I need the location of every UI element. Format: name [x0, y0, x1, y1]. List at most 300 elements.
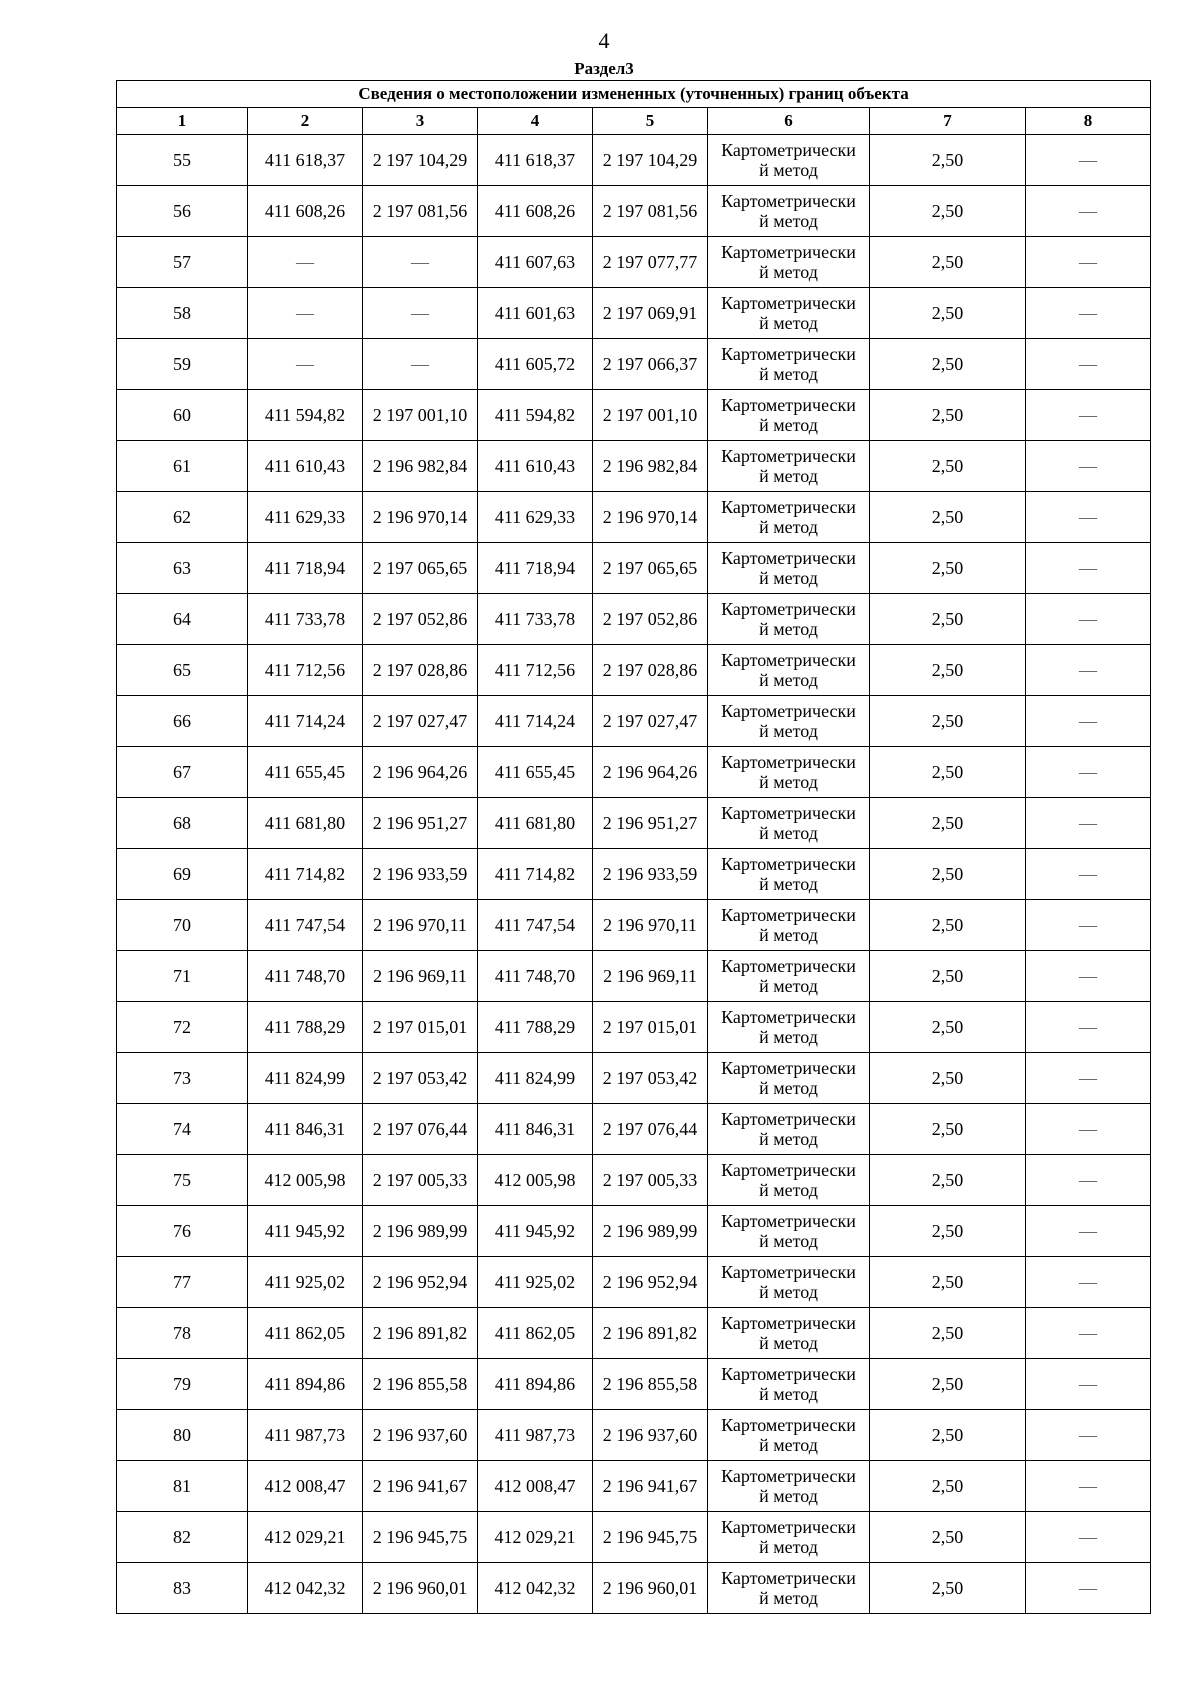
- table-row: [117, 900, 1151, 951]
- accuracy-cell: 2,50: [870, 135, 1026, 186]
- x-existing-cell: 411 862,05: [248, 1308, 363, 1359]
- method-cell: [708, 1257, 870, 1308]
- x-refined-cell: 411 601,63: [478, 288, 593, 339]
- table-row: [117, 135, 1151, 186]
- x-existing-cell: 411 733,78: [248, 594, 363, 645]
- method-text: й метод: [759, 1384, 818, 1404]
- method-text: Картометрически: [721, 140, 856, 160]
- y-existing-cell: 2 197 052,86: [363, 594, 478, 645]
- y-refined-cell: 2 196 937,60: [593, 1410, 708, 1461]
- y-existing-cell: 2 196 970,14: [363, 492, 478, 543]
- note-cell: —: [1026, 1359, 1151, 1410]
- note-cell: —: [1026, 1155, 1151, 1206]
- point-number-cell: 78: [117, 1308, 248, 1359]
- method-cell: [708, 1053, 870, 1104]
- accuracy-cell: 2,50: [870, 747, 1026, 798]
- x-refined-cell: 411 608,26: [478, 186, 593, 237]
- point-number-cell: 67: [117, 747, 248, 798]
- y-refined-cell: 2 196 989,99: [593, 1206, 708, 1257]
- x-refined-cell: 412 008,47: [478, 1461, 593, 1512]
- x-existing-cell: 411 714,24: [248, 696, 363, 747]
- note-cell: —: [1026, 951, 1151, 1002]
- column-header: 4: [478, 108, 593, 135]
- method-text: Картометрически: [721, 599, 856, 619]
- y-existing-cell: 2 197 104,29: [363, 135, 478, 186]
- point-number-cell: 75: [117, 1155, 248, 1206]
- method-text: Картометрически: [721, 956, 856, 976]
- x-existing-cell: 411 618,37: [248, 135, 363, 186]
- point-number-cell: 77: [117, 1257, 248, 1308]
- x-refined-cell: 412 005,98: [478, 1155, 593, 1206]
- point-number-cell: 76: [117, 1206, 248, 1257]
- y-refined-cell: 2 197 027,47: [593, 696, 708, 747]
- x-refined-cell: 411 607,63: [478, 237, 593, 288]
- method-cell: [708, 543, 870, 594]
- x-existing-cell: —: [248, 237, 363, 288]
- y-refined-cell: 2 196 891,82: [593, 1308, 708, 1359]
- point-number-cell: 56: [117, 186, 248, 237]
- table-row: [117, 288, 1151, 339]
- method-text: й метод: [759, 721, 818, 741]
- x-existing-cell: 412 042,32: [248, 1563, 363, 1614]
- point-number-cell: 55: [117, 135, 248, 186]
- table-row: [117, 951, 1151, 1002]
- y-existing-cell: 2 197 005,33: [363, 1155, 478, 1206]
- point-number-cell: 81: [117, 1461, 248, 1512]
- table-row: [117, 1104, 1151, 1155]
- x-existing-cell: 412 008,47: [248, 1461, 363, 1512]
- method-cell: [708, 747, 870, 798]
- point-number-cell: 64: [117, 594, 248, 645]
- table-row: [117, 390, 1151, 441]
- y-refined-cell: 2 197 015,01: [593, 1002, 708, 1053]
- method-text: й метод: [759, 925, 818, 945]
- y-refined-cell: 2 197 104,29: [593, 135, 708, 186]
- method-text: й метод: [759, 823, 818, 843]
- table-row: [117, 1512, 1151, 1563]
- note-cell: —: [1026, 1002, 1151, 1053]
- accuracy-cell: 2,50: [870, 1257, 1026, 1308]
- table-row: [117, 798, 1151, 849]
- accuracy-cell: 2,50: [870, 288, 1026, 339]
- note-cell: —: [1026, 1206, 1151, 1257]
- x-refined-cell: 411 862,05: [478, 1308, 593, 1359]
- method-text: й метод: [759, 1333, 818, 1353]
- page-number: 4: [598, 28, 610, 53]
- x-refined-cell: 411 714,82: [478, 849, 593, 900]
- x-existing-cell: 411 945,92: [248, 1206, 363, 1257]
- accuracy-cell: 2,50: [870, 1053, 1026, 1104]
- method-cell: [708, 1002, 870, 1053]
- x-refined-cell: 411 605,72: [478, 339, 593, 390]
- x-refined-cell: 411 748,70: [478, 951, 593, 1002]
- method-text: Картометрически: [721, 905, 856, 925]
- accuracy-cell: 2,50: [870, 1512, 1026, 1563]
- x-refined-cell: 411 629,33: [478, 492, 593, 543]
- y-existing-cell: 2 196 964,26: [363, 747, 478, 798]
- method-cell: [708, 594, 870, 645]
- x-refined-cell: 411 618,37: [478, 135, 593, 186]
- y-existing-cell: —: [363, 237, 478, 288]
- note-cell: —: [1026, 849, 1151, 900]
- y-refined-cell: 2 196 945,75: [593, 1512, 708, 1563]
- accuracy-cell: 2,50: [870, 1563, 1026, 1614]
- x-existing-cell: 411 594,82: [248, 390, 363, 441]
- table-row: [117, 1461, 1151, 1512]
- x-existing-cell: 411 714,82: [248, 849, 363, 900]
- point-number-cell: 79: [117, 1359, 248, 1410]
- x-existing-cell: 411 846,31: [248, 1104, 363, 1155]
- method-text: й метод: [759, 568, 818, 588]
- method-cell: [708, 390, 870, 441]
- method-text: Картометрически: [721, 1262, 856, 1282]
- y-existing-cell: 2 196 952,94: [363, 1257, 478, 1308]
- method-text: Картометрически: [721, 1517, 856, 1537]
- note-cell: —: [1026, 1053, 1151, 1104]
- y-existing-cell: 2 197 076,44: [363, 1104, 478, 1155]
- method-text: Картометрически: [721, 242, 856, 262]
- method-cell: [708, 135, 870, 186]
- column-header: 1: [117, 108, 248, 135]
- y-existing-cell: 2 196 891,82: [363, 1308, 478, 1359]
- method-text: й метод: [759, 1537, 818, 1557]
- x-existing-cell: 411 788,29: [248, 1002, 363, 1053]
- note-cell: —: [1026, 186, 1151, 237]
- y-existing-cell: 2 197 001,10: [363, 390, 478, 441]
- table-row: [117, 594, 1151, 645]
- method-text: Картометрически: [721, 344, 856, 364]
- y-refined-cell: 2 197 065,65: [593, 543, 708, 594]
- note-cell: —: [1026, 900, 1151, 951]
- accuracy-cell: 2,50: [870, 1104, 1026, 1155]
- point-number-cell: 68: [117, 798, 248, 849]
- x-refined-cell: 411 894,86: [478, 1359, 593, 1410]
- method-text: Картометрически: [721, 854, 856, 874]
- x-refined-cell: 411 945,92: [478, 1206, 593, 1257]
- accuracy-cell: 2,50: [870, 645, 1026, 696]
- note-cell: —: [1026, 492, 1151, 543]
- method-cell: [708, 237, 870, 288]
- x-refined-cell: 411 655,45: [478, 747, 593, 798]
- table-row: [117, 1053, 1151, 1104]
- x-existing-cell: 411 610,43: [248, 441, 363, 492]
- method-text: й метод: [759, 1282, 818, 1302]
- x-existing-cell: 412 005,98: [248, 1155, 363, 1206]
- y-refined-cell: 2 196 960,01: [593, 1563, 708, 1614]
- column-header: 6: [708, 108, 870, 135]
- column-header: 8: [1026, 108, 1151, 135]
- coordinates-table: [116, 80, 1151, 1614]
- x-refined-cell: 411 718,94: [478, 543, 593, 594]
- x-existing-cell: —: [248, 288, 363, 339]
- point-number-cell: 72: [117, 1002, 248, 1053]
- method-text: й метод: [759, 160, 818, 180]
- x-refined-cell: 411 925,02: [478, 1257, 593, 1308]
- method-cell: [708, 1563, 870, 1614]
- y-existing-cell: 2 196 945,75: [363, 1512, 478, 1563]
- method-text: Картометрически: [721, 395, 856, 415]
- point-number-cell: 74: [117, 1104, 248, 1155]
- method-text: Картометрически: [721, 497, 856, 517]
- y-refined-cell: 2 197 001,10: [593, 390, 708, 441]
- note-cell: —: [1026, 1512, 1151, 1563]
- method-text: й метод: [759, 262, 818, 282]
- table-row: [117, 492, 1151, 543]
- y-refined-cell: 2 196 933,59: [593, 849, 708, 900]
- x-refined-cell: 411 846,31: [478, 1104, 593, 1155]
- x-refined-cell: 411 681,80: [478, 798, 593, 849]
- point-number-cell: 82: [117, 1512, 248, 1563]
- method-text: й метод: [759, 1129, 818, 1149]
- y-refined-cell: 2 197 076,44: [593, 1104, 708, 1155]
- accuracy-cell: 2,50: [870, 594, 1026, 645]
- method-text: й метод: [759, 874, 818, 894]
- method-text: Картометрически: [721, 293, 856, 313]
- x-refined-cell: 411 712,56: [478, 645, 593, 696]
- method-text: Картометрически: [721, 650, 856, 670]
- method-cell: [708, 339, 870, 390]
- y-refined-cell: 2 196 951,27: [593, 798, 708, 849]
- point-number-cell: 60: [117, 390, 248, 441]
- x-existing-cell: 411 987,73: [248, 1410, 363, 1461]
- y-refined-cell: 2 197 081,56: [593, 186, 708, 237]
- note-cell: —: [1026, 390, 1151, 441]
- note-cell: —: [1026, 645, 1151, 696]
- table-row: [117, 1257, 1151, 1308]
- note-cell: —: [1026, 747, 1151, 798]
- y-existing-cell: 2 196 960,01: [363, 1563, 478, 1614]
- y-existing-cell: 2 197 015,01: [363, 1002, 478, 1053]
- method-cell: [708, 492, 870, 543]
- method-text: Картометрически: [721, 1211, 856, 1231]
- y-refined-cell: 2 196 855,58: [593, 1359, 708, 1410]
- y-refined-cell: 2 196 952,94: [593, 1257, 708, 1308]
- method-cell: [708, 645, 870, 696]
- table-row: [117, 747, 1151, 798]
- method-cell: [708, 1410, 870, 1461]
- note-cell: —: [1026, 696, 1151, 747]
- method-text: й метод: [759, 415, 818, 435]
- method-text: Картометрически: [721, 1058, 856, 1078]
- y-existing-cell: 2 196 989,99: [363, 1206, 478, 1257]
- method-cell: [708, 798, 870, 849]
- x-refined-cell: 411 714,24: [478, 696, 593, 747]
- note-cell: —: [1026, 339, 1151, 390]
- method-text: Картометрически: [721, 191, 856, 211]
- y-refined-cell: 2 196 982,84: [593, 441, 708, 492]
- x-existing-cell: 411 748,70: [248, 951, 363, 1002]
- method-text: й метод: [759, 1078, 818, 1098]
- point-number-cell: 70: [117, 900, 248, 951]
- method-text: й метод: [759, 1180, 818, 1200]
- point-number-cell: 73: [117, 1053, 248, 1104]
- note-cell: —: [1026, 1563, 1151, 1614]
- method-text: й метод: [759, 670, 818, 690]
- y-existing-cell: 2 197 053,42: [363, 1053, 478, 1104]
- method-text: Картометрически: [721, 1109, 856, 1129]
- table-row: [117, 339, 1151, 390]
- accuracy-cell: 2,50: [870, 186, 1026, 237]
- y-refined-cell: 2 196 970,11: [593, 900, 708, 951]
- method-cell: [708, 951, 870, 1002]
- y-existing-cell: 2 196 951,27: [363, 798, 478, 849]
- y-existing-cell: 2 196 969,11: [363, 951, 478, 1002]
- y-existing-cell: 2 197 027,47: [363, 696, 478, 747]
- table-row: [117, 696, 1151, 747]
- accuracy-cell: 2,50: [870, 696, 1026, 747]
- y-existing-cell: —: [363, 288, 478, 339]
- note-cell: —: [1026, 288, 1151, 339]
- y-existing-cell: 2 196 933,59: [363, 849, 478, 900]
- y-refined-cell: 2 196 969,11: [593, 951, 708, 1002]
- method-text: й метод: [759, 1588, 818, 1608]
- table-row: [117, 186, 1151, 237]
- table-row: [117, 1155, 1151, 1206]
- table-row: [117, 543, 1151, 594]
- accuracy-cell: 2,50: [870, 1308, 1026, 1359]
- y-existing-cell: 2 196 937,60: [363, 1410, 478, 1461]
- y-refined-cell: 2 197 052,86: [593, 594, 708, 645]
- x-refined-cell: 411 733,78: [478, 594, 593, 645]
- method-text: й метод: [759, 1435, 818, 1455]
- x-refined-cell: 411 594,82: [478, 390, 593, 441]
- x-existing-cell: 412 029,21: [248, 1512, 363, 1563]
- method-text: й метод: [759, 1027, 818, 1047]
- x-existing-cell: 411 681,80: [248, 798, 363, 849]
- accuracy-cell: 2,50: [870, 237, 1026, 288]
- accuracy-cell: 2,50: [870, 849, 1026, 900]
- x-existing-cell: —: [248, 339, 363, 390]
- note-cell: —: [1026, 1410, 1151, 1461]
- y-existing-cell: 2 196 982,84: [363, 441, 478, 492]
- note-cell: —: [1026, 543, 1151, 594]
- accuracy-cell: 2,50: [870, 951, 1026, 1002]
- method-text: Картометрически: [721, 1160, 856, 1180]
- x-existing-cell: 411 925,02: [248, 1257, 363, 1308]
- method-text: й метод: [759, 517, 818, 537]
- y-existing-cell: 2 197 028,86: [363, 645, 478, 696]
- x-existing-cell: 411 712,56: [248, 645, 363, 696]
- accuracy-cell: 2,50: [870, 339, 1026, 390]
- table-row: [117, 441, 1151, 492]
- table-row: [117, 1206, 1151, 1257]
- column-header: 2: [248, 108, 363, 135]
- table-row: [117, 1002, 1151, 1053]
- accuracy-cell: 2,50: [870, 1002, 1026, 1053]
- y-existing-cell: 2 196 855,58: [363, 1359, 478, 1410]
- column-header: 7: [870, 108, 1026, 135]
- x-existing-cell: 411 655,45: [248, 747, 363, 798]
- y-existing-cell: —: [363, 339, 478, 390]
- method-text: й метод: [759, 976, 818, 996]
- method-text: Картометрически: [721, 803, 856, 823]
- method-text: Картометрически: [721, 1364, 856, 1384]
- point-number-cell: 71: [117, 951, 248, 1002]
- y-refined-cell: 2 197 069,91: [593, 288, 708, 339]
- y-refined-cell: 2 197 053,42: [593, 1053, 708, 1104]
- table-row: [117, 849, 1151, 900]
- accuracy-cell: 2,50: [870, 900, 1026, 951]
- point-number-cell: 66: [117, 696, 248, 747]
- method-text: Картометрически: [721, 1313, 856, 1333]
- method-cell: [708, 696, 870, 747]
- method-text: й метод: [759, 313, 818, 333]
- method-text: й метод: [759, 772, 818, 792]
- table-row: [117, 1410, 1151, 1461]
- table-row: [117, 1563, 1151, 1614]
- column-header: 5: [593, 108, 708, 135]
- point-number-cell: 58: [117, 288, 248, 339]
- accuracy-cell: 2,50: [870, 492, 1026, 543]
- method-cell: [708, 441, 870, 492]
- x-refined-cell: 411 987,73: [478, 1410, 593, 1461]
- table-row: [117, 1359, 1151, 1410]
- method-text: й метод: [759, 1231, 818, 1251]
- note-cell: —: [1026, 594, 1151, 645]
- note-cell: —: [1026, 1104, 1151, 1155]
- y-refined-cell: 2 196 964,26: [593, 747, 708, 798]
- y-existing-cell: 2 196 941,67: [363, 1461, 478, 1512]
- x-refined-cell: 411 788,29: [478, 1002, 593, 1053]
- note-cell: —: [1026, 441, 1151, 492]
- point-number-cell: 63: [117, 543, 248, 594]
- x-existing-cell: 411 747,54: [248, 900, 363, 951]
- method-text: Картометрически: [721, 1466, 856, 1486]
- note-cell: —: [1026, 1308, 1151, 1359]
- method-text: й метод: [759, 364, 818, 384]
- method-text: й метод: [759, 1486, 818, 1506]
- accuracy-cell: 2,50: [870, 1206, 1026, 1257]
- x-existing-cell: 411 629,33: [248, 492, 363, 543]
- accuracy-cell: 2,50: [870, 390, 1026, 441]
- table-body: [117, 135, 1151, 1614]
- y-existing-cell: 2 196 970,11: [363, 900, 478, 951]
- x-refined-cell: 412 042,32: [478, 1563, 593, 1614]
- x-existing-cell: 411 608,26: [248, 186, 363, 237]
- method-text: Картометрически: [721, 1568, 856, 1588]
- y-existing-cell: 2 197 065,65: [363, 543, 478, 594]
- method-cell: [708, 288, 870, 339]
- method-cell: [708, 1359, 870, 1410]
- method-cell: [708, 1155, 870, 1206]
- point-number-cell: 57: [117, 237, 248, 288]
- method-text: й метод: [759, 619, 818, 639]
- method-text: й метод: [759, 211, 818, 231]
- accuracy-cell: 2,50: [870, 1155, 1026, 1206]
- y-refined-cell: 2 197 077,77: [593, 237, 708, 288]
- method-text: Картометрически: [721, 1007, 856, 1027]
- note-cell: —: [1026, 798, 1151, 849]
- y-refined-cell: 2 196 941,67: [593, 1461, 708, 1512]
- table-row: [117, 237, 1151, 288]
- accuracy-cell: 2,50: [870, 1410, 1026, 1461]
- point-number-cell: 61: [117, 441, 248, 492]
- method-cell: [708, 1461, 870, 1512]
- point-number-cell: 62: [117, 492, 248, 543]
- point-number-cell: 65: [117, 645, 248, 696]
- method-text: Картометрически: [721, 446, 856, 466]
- x-existing-cell: 411 824,99: [248, 1053, 363, 1104]
- method-text: Картометрически: [721, 752, 856, 772]
- table-row: [117, 645, 1151, 696]
- x-refined-cell: 411 824,99: [478, 1053, 593, 1104]
- x-existing-cell: 411 894,86: [248, 1359, 363, 1410]
- method-cell: [708, 1512, 870, 1563]
- note-cell: —: [1026, 237, 1151, 288]
- y-refined-cell: 2 197 028,86: [593, 645, 708, 696]
- method-cell: [708, 900, 870, 951]
- method-text: Картометрически: [721, 701, 856, 721]
